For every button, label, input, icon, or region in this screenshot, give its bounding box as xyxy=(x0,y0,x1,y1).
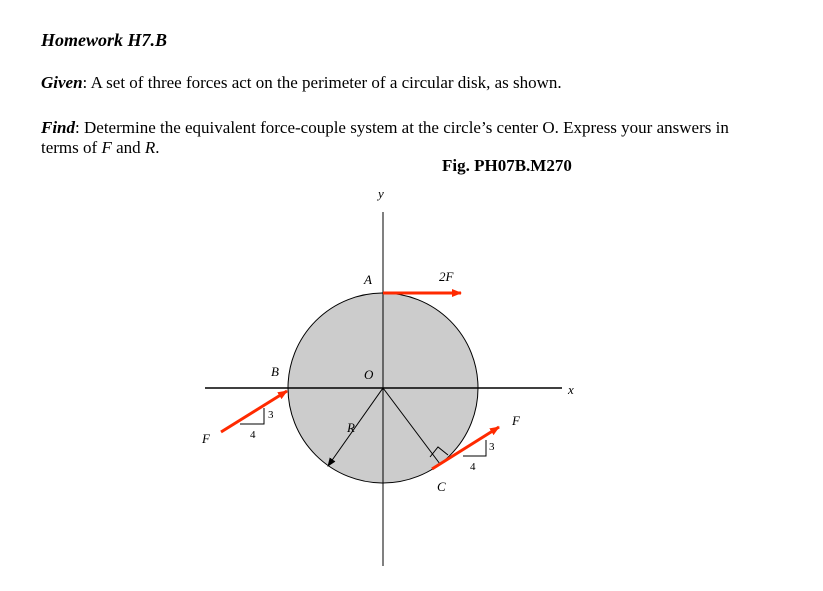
figure-label: Fig. PH07B.M270 xyxy=(442,156,572,175)
slope-right-rise: 3 xyxy=(489,441,495,453)
force-left-arrow xyxy=(221,391,287,432)
find-end: . xyxy=(155,138,160,157)
force-top-label: 2F xyxy=(439,269,454,284)
x-axis-label: x xyxy=(568,382,574,397)
find-and: and xyxy=(111,138,145,157)
given-text: : A set of three forces act on the perimeter of a circular disk, as shown. xyxy=(82,73,562,92)
force-right-label: F xyxy=(512,413,520,428)
slope-left-run: 4 xyxy=(250,429,256,441)
slope-left-rise: 3 xyxy=(268,409,274,421)
slope-triangle-left xyxy=(240,408,264,424)
find-lead: Find xyxy=(41,118,76,137)
point-b-label: B xyxy=(271,364,279,379)
radius-label: R xyxy=(347,420,355,435)
point-c-label: C xyxy=(437,479,446,494)
find-var-r: R xyxy=(144,138,156,157)
y-axis-label: y xyxy=(378,186,384,201)
homework-title: Homework H7.B xyxy=(41,30,168,50)
given-lead: Given xyxy=(41,73,83,92)
slope-right-run: 4 xyxy=(470,461,476,473)
point-a-label: A xyxy=(364,272,372,287)
find-text: : Determine the equivalent force-couple system at the circle’s center O. Express your answers in terms of xyxy=(41,118,729,157)
force-left-label: F xyxy=(202,431,210,446)
point-o-label: O xyxy=(364,367,374,382)
find-var-f: F xyxy=(101,138,112,157)
